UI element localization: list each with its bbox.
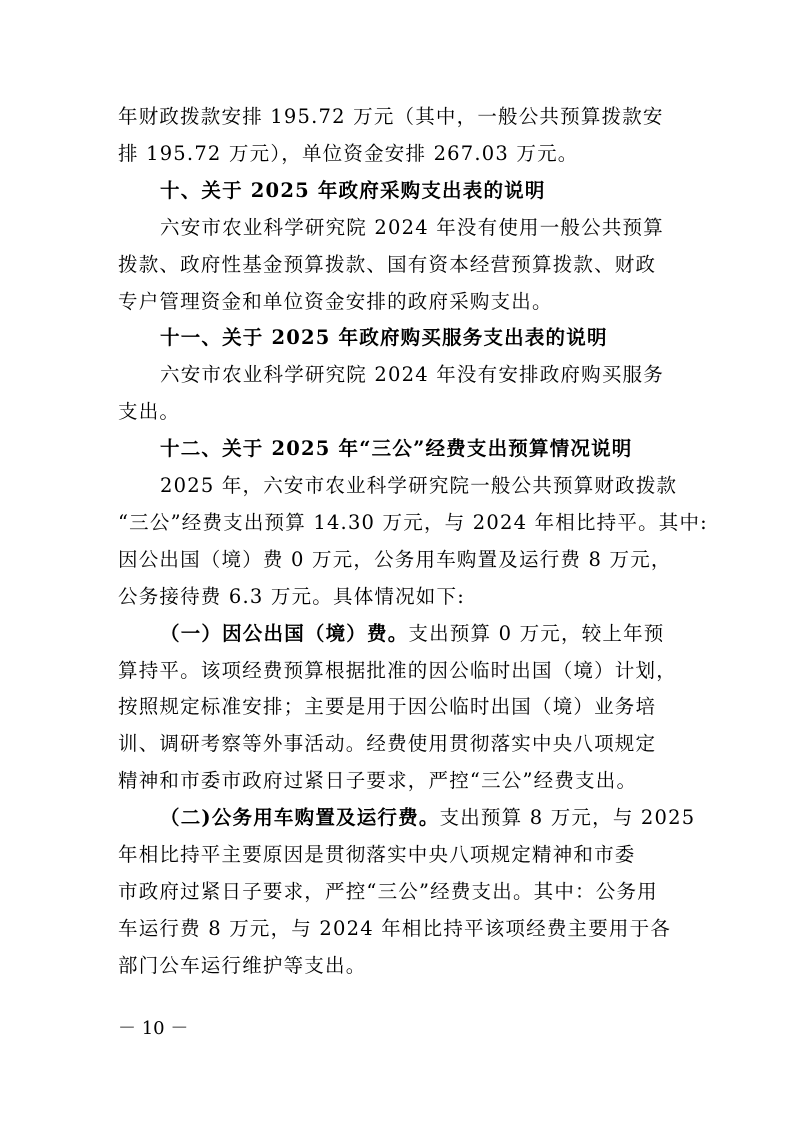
paragraph-line: 拨款、政府性基金预算拨款、国有资本经营预算拨款、财政 bbox=[118, 252, 657, 276]
paragraph-line: 按照规定标准安排；主要是用于因公临时出国（境）业务培 bbox=[118, 695, 657, 719]
paragraph-line: 排 195.72 万元），单位资金安排 267.03 万元。 bbox=[118, 141, 579, 165]
section-heading-12: 十二、关于 2025 年“三公”经费支出预算情况说明 bbox=[160, 437, 633, 461]
paragraph-line bbox=[160, 804, 695, 832]
subheading-2: （二)公务用车购置及运行费。 bbox=[160, 806, 440, 830]
paragraph-line bbox=[160, 620, 665, 648]
paragraph-line: 因公出国（境）费 0 万元，公务用车购置及运行费 8 万元， bbox=[118, 547, 672, 571]
paragraph-line: “三公”经费支出预算 14.30 万元，与 2024 年相比持平。其中: bbox=[118, 510, 708, 534]
paragraph-line: 六安市农业科学研究院 2024 年没有使用一般公共预算 bbox=[160, 215, 664, 239]
subheading-1: （一）因公出国（境）费。 bbox=[160, 621, 409, 645]
paragraph-line: 2025 年，六安市农业科学研究院一般公共预算财政拨款 bbox=[160, 474, 678, 497]
section-heading-10: 十、关于 2025 年政府采购支出表的说明 bbox=[160, 178, 546, 202]
paragraph-line: 车运行费 8 万元，与 2024 年相比持平该项经费主要用于各 bbox=[118, 916, 672, 940]
paragraph-line: 算持平。该项经费预算根据批准的因公临时出国（境）计划， bbox=[118, 658, 677, 682]
section-heading-11: 十一、关于 2025 年政府购买服务支出表的说明 bbox=[160, 326, 608, 350]
paragraph-line: 年财政拨款安排 195.72 万元（其中，一般公共预算拨款安 bbox=[118, 105, 664, 128]
paragraph-line: 公务接待费 6.3 万元。具体情况如下: bbox=[118, 584, 465, 608]
paragraph-line: 支出。 bbox=[118, 400, 181, 424]
paragraph-line: 精神和市委市政府过紧日子要求，严控“三公”经费支出。 bbox=[118, 769, 638, 793]
paragraph-line: 年相比持平主要原因是贯彻落实中央八项规定精神和市委 bbox=[118, 843, 636, 866]
page-number: － 10 － bbox=[118, 1018, 189, 1039]
paragraph-line: 训、调研考察等外事活动。经费使用贯彻落实中央八项规定 bbox=[118, 732, 657, 756]
paragraph-line: 六安市农业科学研究院 2024 年没有安排政府购买服务 bbox=[160, 363, 664, 387]
paragraph-line: 市政府过紧日子要求，严控“三公”经费支出。其中：公务用 bbox=[118, 879, 658, 903]
subheading-2-text: 支出预算 8 万元，与 2025 bbox=[439, 806, 696, 830]
paragraph-line: 部门公车运行维护等支出。 bbox=[118, 953, 367, 977]
paragraph-line: 专户管理资金和单位资金安排的政府采购支出。 bbox=[118, 289, 553, 313]
subheading-1-text: 支出预算 0 万元，较上年预 bbox=[408, 621, 665, 645]
